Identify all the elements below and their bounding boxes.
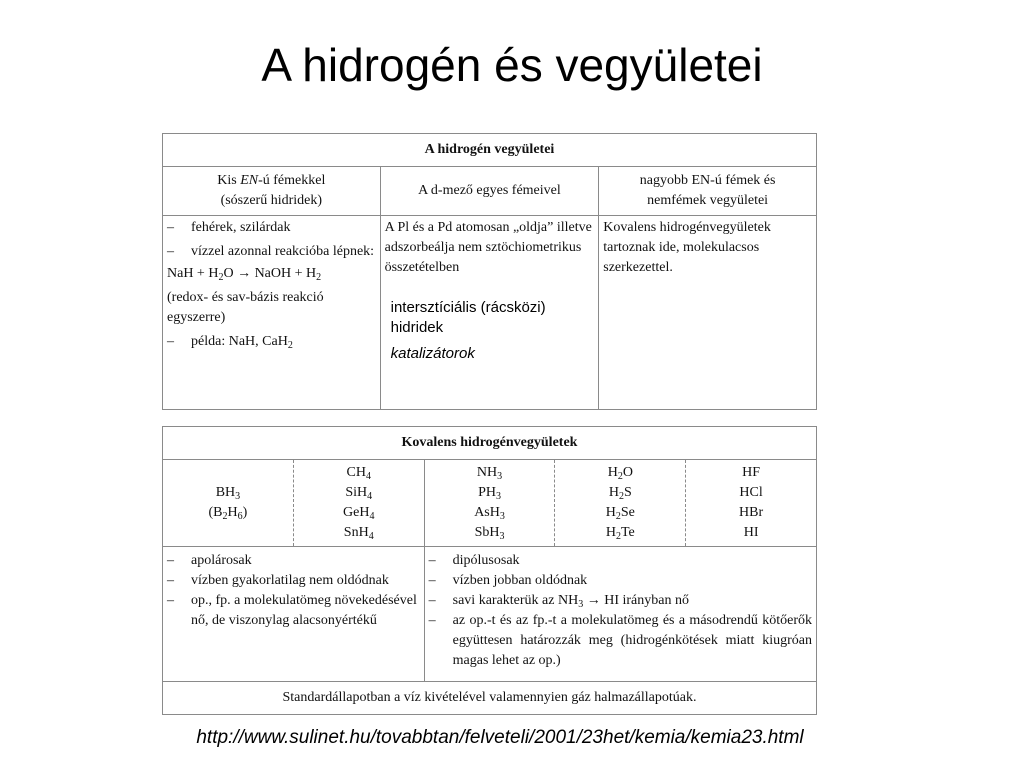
reaction-equation: NaH + $H_2O$ → NaOH + $H_2$ (167, 266, 322, 283)
group14-hydrides: $CH_4$ SiH$_4$ GeH$_4$ SnH$_4$ (293, 460, 424, 547)
list-item: – példa: NaH, CaH$_2$ (167, 334, 293, 351)
list-item: – vízben jobban oldódnak (428, 573, 588, 588)
group17-hydrides: HF HCl HBr HI (686, 460, 817, 547)
covalent-description: Kovalens hidrogénvegyületek tartoznak ide, molekulacsos szerkezettel. (603, 220, 771, 275)
col-header-high-en-elements: nagyobb EN-ú fémek és nemfémek vegyületei (599, 167, 817, 216)
polar-properties-cell (424, 547, 816, 682)
interstitial-note: intersztíciális (rácsközi) hidridek (390, 299, 546, 336)
list-item: – vízzel azonnal reakcióba lépnek: (167, 244, 375, 259)
source-url: http://www.sulinet.hu/tovabbtan/felveteli/2001/23het/kemia/kemia23.html (196, 727, 804, 748)
covalent-description-cell (599, 216, 817, 410)
hydrogen-compounds-table (162, 133, 817, 410)
group16-hydrides: $H_2O$ $H_2S$ $H_2Se$ $H_2Te$ (555, 460, 686, 547)
apolar-properties-cell (163, 547, 425, 682)
catalyst-note: katalizátorok (390, 345, 475, 362)
pd-pt-description: A Pl és a Pd atomosan „oldja” illetve adszorbeálja nem sztöchiometrikus összetételben (384, 220, 592, 275)
list-item: – fehérek, szilárdak (167, 220, 291, 235)
group13-hydrides: $BH_3$ $(B_2H_6)$ (163, 460, 294, 547)
list-item: – op., fp. a molekulatömeg növekedésével nő, de viszonylag alacsonyértékű (167, 593, 417, 628)
list-item: – apolárosak (167, 553, 252, 568)
list-item: – az op.-t és az fp.-t a molekulatömeg és a másodrendű kötőerők együttesen határozzák meg (hidrogénkötések miatt kiugróan magas lehet az op.) (428, 613, 812, 668)
table2-header: Kovalens hidrogénvegyületek (163, 427, 817, 460)
list-item: – savi karakterük az $NH_3$ → HI irányban nő (428, 593, 689, 610)
salt-like-hydrides-cell (163, 216, 381, 410)
list-item: – vízben gyakorlatilag nem oldódnak (167, 573, 389, 588)
interstitial-hydrides-cell (380, 216, 599, 410)
table1-header: A hidrogén vegyületei (163, 134, 817, 167)
covalent-hydrides-table (162, 426, 817, 715)
col-header-d-block-metals: A d-mező egyes fémeivel (380, 167, 599, 216)
reaction-note: (redox- és sav-bázis reakció egyszerre) (167, 290, 324, 325)
table2-footer: Standardállapotban a víz kivételével valamennyien gáz halmazállapotúak. (163, 682, 817, 715)
col-header-low-en-metals: Kis EN-ú fémekkel (sószerű hidridek) (163, 167, 381, 216)
list-item: – dipólusosak (428, 553, 520, 568)
group15-hydrides: $NH_3$ $PH_3$ AsH$_3$ SbH$_3$ (424, 460, 555, 547)
slide-title: A hidrogén és vegyületei (261, 39, 763, 91)
